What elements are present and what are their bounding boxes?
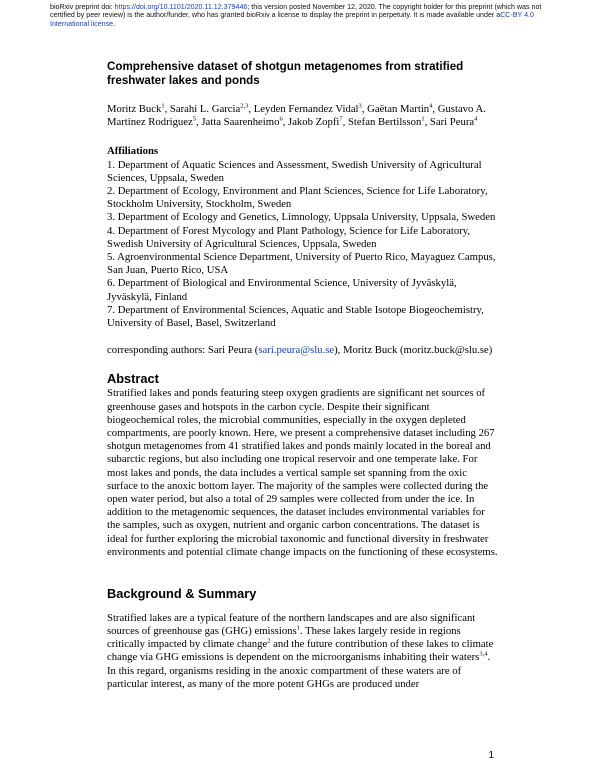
author-affiliation-mark: 6 bbox=[279, 115, 283, 123]
paper-body bbox=[107, 60, 499, 702]
affiliations-list bbox=[107, 159, 499, 331]
author-name: Gustavo A. Martinez Rodriguez bbox=[107, 103, 486, 129]
paper-title: Comprehensive dataset of shotgun metagenomes from stratified freshwater lakes and ponds bbox=[107, 60, 464, 87]
author-name: Jakob Zopfi bbox=[288, 116, 340, 129]
author-name: Gaëtan Martin bbox=[367, 103, 430, 115]
author-affiliation-mark: 4 bbox=[474, 115, 478, 123]
corresponding-prefix: corresponding authors: Sari Peura ( bbox=[107, 344, 259, 357]
corresponding-suffix: ), Moritz Buck (moritz.buck@slu.se) bbox=[334, 344, 493, 357]
page-number: 1 bbox=[488, 750, 494, 761]
license-link[interactable]: CC-BY 4.0 International license bbox=[50, 11, 534, 28]
affiliation-item: 2. Department of Ecology, Environment and Plant Sciences, Science for Life Laboratory, Stockholm University, Stockholm, Sweden bbox=[107, 185, 488, 211]
affiliation-item: 1. Department of Aquatic Sciences and Assessment, Swedish University of Agricultural Sciences, Uppsala, Sweden bbox=[107, 158, 482, 184]
background-fragment: . These lakes largely reside in regions critically impacted by climate change bbox=[107, 624, 461, 651]
author-affiliation-mark: 4 bbox=[429, 102, 433, 110]
author-name: Jatta Saarenheimo bbox=[201, 116, 280, 129]
affiliation-item: 3. Department of Ecology and Genetics, Limnology, Uppsala University, Uppsala, Sweden bbox=[107, 211, 496, 224]
author-affiliation-mark: 2,3 bbox=[240, 102, 249, 110]
background-fragment: and the future contribution of these lakes to climate change via GHG emissions is dependent on the microorganisms inhabiting their waters bbox=[107, 638, 494, 664]
author-list: Moritz Buck$^1$, Sarahi L. Garcia$^{2,3}$, Leyden Fernandez Vidal$^3$, Gaëtan Martin$^4$, Gustavo A. Martinez Rodriguez$^5$, Jatta Saarenheimo$^6$, Jakob Zopfi$^7$, Stefan Bertilsson$^1$, Sari Peura$^4$ bbox=[107, 102, 486, 129]
abstract-text: Stratified lakes and ponds featuring steep oxygen gradients are significant net sources of greenhouse gases and hotspots in the carbon cycle. Despite their significant biogeochemical roles, the microbial communities, especially in the oxygen depleted compartments, are poorly known. Here, we present a comprehensive dataset including 267 shotgun metagenomes from 41 stratified lakes and ponds mainly located in the boreal and subarctic regions, but also including one tropical reservoir and one temperate lake. For most lakes and ponds, the data includes a vertical sample set spanning from the oxic surface to the anoxic bottom layer. The majority of the samples were collected during the open water period, but also a total of 29 samples were collected from under the ice. In addition to the metagenomic sequences, the dataset includes environmental variables for the samples, such as oxygen, nutrient and organic carbon concentrations. The dataset is ideal for further exploring the microbial taxonomic and functional diversity in freshwater environments and potential climate change impacts on the functioning of these ecosystems. bbox=[107, 387, 498, 558]
author-affiliation-mark: 7 bbox=[339, 115, 343, 123]
doi-link[interactable]: https://doi.org/10.1101/2020.11.12.379446 bbox=[114, 3, 248, 11]
author-name: Sari Peura bbox=[429, 116, 475, 129]
author-name: Leyden Fernandez Vidal bbox=[253, 103, 359, 115]
banner-middle: ; this version posted November 12, 2020. The copyright holder for this preprint (which was not certified by peer review) is the author/funder, who has granted bioRxiv a license to display the preprint in perpetuity. It is made available under a bbox=[50, 3, 542, 20]
background-heading: Background & Summary bbox=[107, 586, 257, 602]
author-name: Moritz Buck bbox=[107, 103, 162, 115]
author-affiliation-mark: 1 bbox=[161, 102, 165, 110]
affiliation-item: 7. Department of Environmental Sciences, Aquatic and Stable Isotope Biogeochemistry, University of Basel, Basel, Switzerland bbox=[107, 303, 484, 330]
abstract-heading: Abstract bbox=[107, 371, 159, 387]
background-fragment: . In this regard, organisms residing in the anoxic compartment of these waters are of particular interest, as many of the more potent GHGs are produced under bbox=[107, 651, 491, 690]
affiliations-heading: Affiliations bbox=[107, 145, 159, 158]
citation-mark: 3,4 bbox=[479, 650, 488, 658]
author-name: Sarahi L. Garcia bbox=[169, 103, 241, 115]
banner-prefix: bioRxiv preprint doi: bbox=[50, 3, 115, 11]
background-fragment: Stratified lakes are a typical feature of the northern landscapes and are also significant sources of greenhouse gas (GHG) emissions bbox=[107, 611, 476, 637]
author-affiliation-mark: 1 bbox=[421, 115, 425, 123]
author-affiliation-mark: 3 bbox=[358, 102, 362, 110]
citation-mark: 2 bbox=[267, 637, 271, 645]
author-name: Stefan Bertilsson bbox=[347, 116, 422, 129]
affiliation-item: 5. Agroenvironmental Science Department, University of Puerto Rico, Mayaguez Campus, San Juan, Puerto Rico, USA bbox=[107, 251, 496, 277]
affiliation-item: 4. Department of Forest Mycology and Plant Pathology, Science for Life Laboratory, Swedish University of Agricultural Sciences, Uppsala, Sweden bbox=[107, 224, 471, 250]
banner-suffix: . bbox=[113, 19, 116, 28]
citation-mark: 1 bbox=[296, 624, 300, 632]
background-text bbox=[107, 612, 499, 691]
preprint-banner bbox=[50, 3, 560, 28]
email-link[interactable]: sari.peura@slu.se bbox=[258, 344, 335, 357]
affiliation-item: 6. Department of Biological and Environmental Science, University of Jyväskylä, Jyväskylä, Finland bbox=[107, 277, 457, 303]
author-affiliation-mark: 5 bbox=[192, 115, 197, 123]
corresponding-authors bbox=[107, 344, 499, 357]
